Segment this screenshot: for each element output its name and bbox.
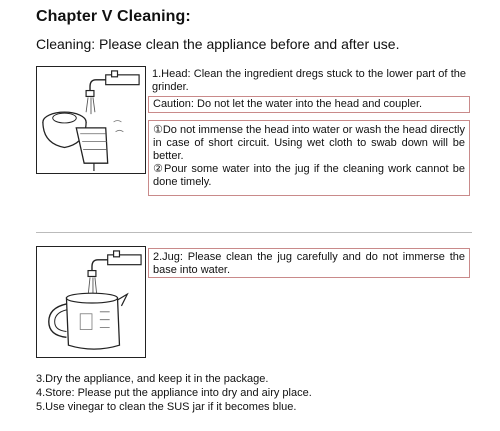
head-caution-box [148,96,470,113]
jug-step-box [148,248,470,278]
step-3-text: 3.Dry the appliance, and keep it in the package. [36,373,269,385]
head-caution-text: Caution: Do not let the water into the head and coupler. [153,98,423,110]
final-steps-list [36,372,476,414]
page-title: Chapter V Cleaning: [36,8,191,25]
jug-under-faucet-image [37,247,145,357]
jug-step-text: 2.Jug: Please clean the jug carefully and do not immerse the base into water. [153,251,465,276]
head-illustration [36,66,146,174]
head-notes-box [148,120,470,196]
head-under-faucet-image [37,67,145,173]
head-note-1: ①Do not immense the head into water or wash the head directly in case of short circuit. Using wet cloth to swab down will be better. [153,124,465,162]
intro-text: Cleaning: Please clean the appliance before and after use. [36,36,400,52]
step-5-text: 5.Use vinegar to clean the SUS jar if it becomes blue. [36,401,297,413]
section-divider [36,232,472,233]
step-4-text: 4.Store: Please put the appliance into dry and airy place. [36,387,312,399]
jug-illustration [36,246,146,358]
head-step-text: 1.Head: Clean the ingredient dregs stuck to the lower part of the grinder. [152,68,466,93]
head-note-2: ②Pour some water into the jug if the cleaning work cannot be done timely. [153,163,465,188]
